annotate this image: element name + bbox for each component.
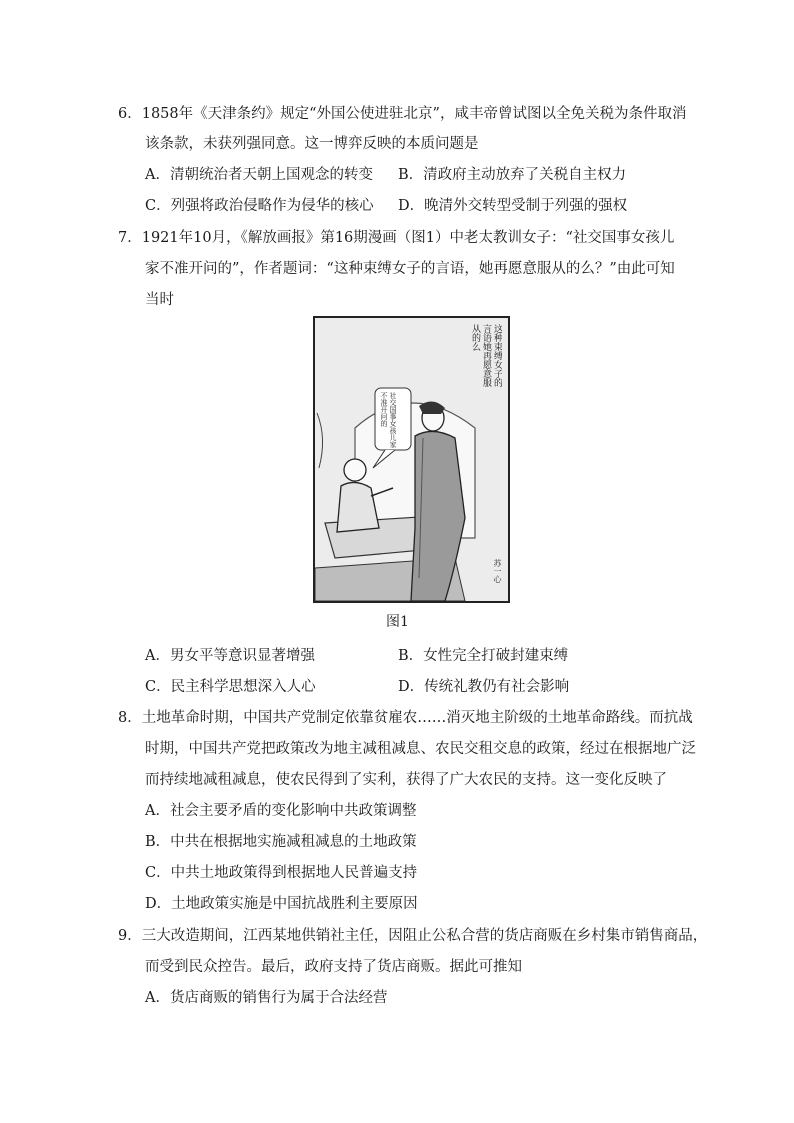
q8-option-a: A．社会主要矛盾的变化影响中共政策调整 (145, 803, 417, 819)
q6-option-a: A．清朝统治者天朝上国观念的转变 (145, 167, 373, 183)
q6-option-b: B．清政府主动放弃了关税自主权力 (398, 167, 627, 183)
q8-option-c: C．中共土地政策得到根据地人民普遍支持 (145, 865, 418, 881)
q6-stem-line-2: 该条款，未获列强同意。这一博弈反映的本质问题是 (145, 136, 479, 152)
q7-option-b: B．女性完全打破封建束缚 (398, 648, 569, 664)
q8-option-b: B．中共在根据地实施减租减息的土地政策 (145, 834, 417, 850)
q7-stem-line-2: 家不准开问的”，作者题词：“这种束缚女子的言语，她再愿意服从的么？”由此可知 (145, 261, 675, 277)
cartoon-speech-text: 社交国事女孩儿家不准开问的 (380, 392, 397, 448)
q9-stem-line-1: 9．三大改造期间，江西某地供销社主任，因阻止公私合营的货店商贩在乡村集市销售商品， (118, 928, 708, 944)
q6-stem-line-1: 6．1858年《天津条约》规定“外国公使进驻北京”，咸丰帝曾试图以全免关税为条件取消 (118, 106, 687, 122)
q7-option-d: D．传统礼教仍有社会影响 (398, 679, 570, 695)
q9-option-a: A．货店商贩的销售行为属于合法经营 (145, 990, 388, 1006)
q8-stem-line-1: 8．土地革命时期，中国共产党制定依靠贫雇农……消灭地主阶级的土地革命路线。而抗战 (118, 710, 693, 726)
q9-stem-line-2: 而受到民众控告。最后，政府支持了货店商贩。据此可推知 (145, 959, 522, 975)
q7-stem-line-3: 当时 (145, 292, 174, 308)
figure-caption: 图1 (386, 614, 409, 630)
q7-option-c: C．民主科学思想深入人心 (145, 679, 316, 695)
cartoon-title-text: 这种束缚女子的言语她再愿意服从的么 (470, 324, 502, 387)
q6-option-d: D．晚清外交转型受制于列强的强权 (398, 198, 628, 214)
q6-option-c: C．列强将政治侵略作为侵华的核心 (145, 198, 374, 214)
q8-stem-line-2: 时期，中国共产党把政策改为地主减租减息、农民交租交息的政策，经过在根据地广泛 (145, 741, 696, 757)
q8-stem-line-3: 而持续地减租减息，使农民得到了实利，获得了广大农民的支持。这一变化反映了 (145, 772, 667, 788)
cartoon-figure (313, 316, 510, 603)
q8-option-d: D．土地政策实施是中国抗战胜利主要原因 (145, 896, 418, 912)
q7-option-a: A．男女平等意识显著增强 (145, 648, 315, 664)
cartoon-signature: 苏一心 (493, 559, 502, 583)
q7-stem-line-1: 7．1921年10月，《解放画报》第16期漫画（图1）中老太教训女子：“社交国事女孩儿 (118, 230, 675, 246)
